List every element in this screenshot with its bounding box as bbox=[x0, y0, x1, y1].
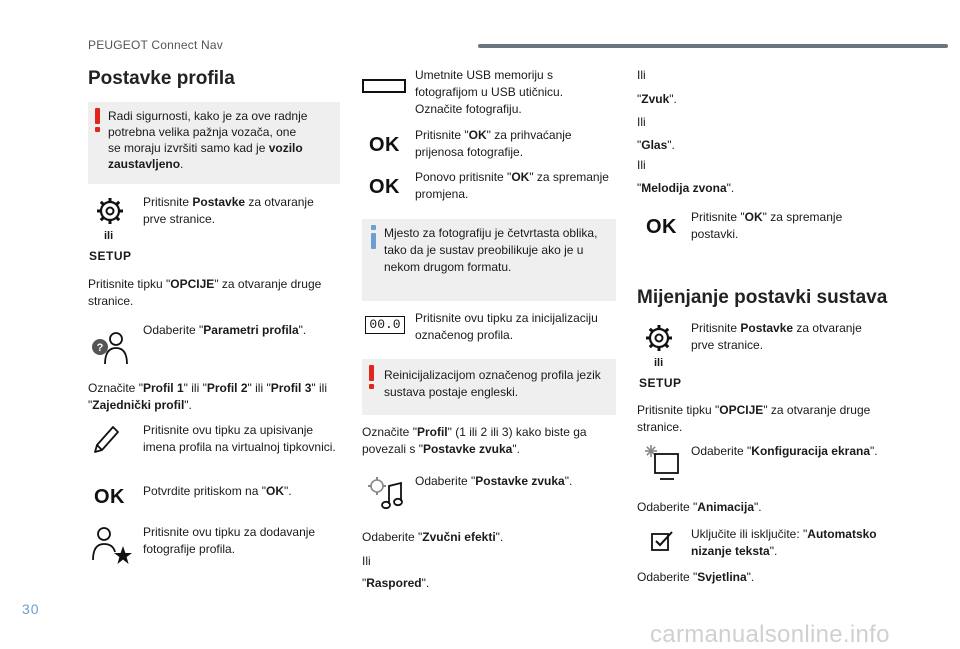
section-heading-system: Mijenjanje postavki sustava bbox=[637, 287, 888, 308]
warning-text: Radi sigurnosti, kako je za ove radnje potrebna velika pažnja vozača, one se moraju izvršiti samo kad je vozilo zaustavljeno. bbox=[108, 109, 308, 171]
paragraph-options: Pritisnite tipku "OPCIJE" za otvaranje druge stranice. bbox=[637, 403, 871, 434]
setup-label: SETUP bbox=[89, 249, 132, 263]
settings-gear-icon bbox=[645, 324, 673, 352]
setup-label: SETUP bbox=[639, 376, 682, 390]
running-header: PEUGEOT Connect Nav bbox=[88, 38, 223, 52]
page-number: 30 bbox=[22, 601, 40, 617]
ili-label: Ili bbox=[637, 158, 646, 172]
checkbox-icon bbox=[650, 530, 674, 552]
ili-label: ili bbox=[654, 357, 664, 369]
step-edit-name: Pritisnite ovu tipku za upisivanje imena profila na virtualnoj tipkovnici. bbox=[143, 423, 336, 454]
info-box bbox=[362, 219, 616, 301]
ok-icon: OK bbox=[646, 216, 677, 238]
usb-icon bbox=[362, 79, 406, 93]
step-accept-transfer: Pritisnite "OK" za prihvaćanje prijenosa fotografije. bbox=[415, 128, 572, 159]
step-open-settings: Pritisnite Postavke za otvaranje prve stranice. bbox=[691, 321, 862, 352]
info-icon bbox=[371, 225, 376, 249]
section-heading-profile: Postavke profila bbox=[88, 68, 235, 89]
step-confirm-ok: Potvrdite pritiskom na "OK". bbox=[143, 484, 292, 498]
header-bar bbox=[478, 44, 948, 48]
watermark: carmanualsonline.info bbox=[650, 621, 890, 648]
ok-icon: OK bbox=[369, 176, 400, 198]
step-insert-usb: Umetnite USB memoriju s fotografijom u USB utičnicu. Označite fotografiju. bbox=[415, 68, 564, 116]
paragraph-select-profile: Označite "Profil 1" ili "Profil 2" ili "Profil 3" ili "Zajednički profil". bbox=[88, 381, 327, 412]
paragraph-layout: "Raspored". bbox=[362, 576, 430, 590]
step-profile-parameters: Odaberite "Parametri profila". bbox=[143, 323, 307, 337]
step-autoscroll-toggle: Uključite ili isključite: "Automatsko nizanje teksta". bbox=[691, 527, 877, 558]
paragraph-sound-effects: Odaberite "Zvučni efekti". bbox=[362, 530, 504, 544]
warning-box bbox=[88, 102, 340, 184]
screen-configuration-icon bbox=[642, 443, 682, 483]
step-screen-configuration: Odaberite "Konfiguracija ekrana". bbox=[691, 444, 878, 458]
settings-gear-icon bbox=[96, 197, 124, 225]
step-save-settings: Pritisnite "OK" za spremanje postavki. bbox=[691, 210, 843, 241]
sound-settings-icon bbox=[367, 476, 405, 512]
ili-label: Ili bbox=[637, 68, 646, 82]
ili-label: ili bbox=[104, 230, 114, 242]
reset-profile-icon: 00.0 bbox=[365, 316, 405, 334]
option-voice: "Glas". bbox=[637, 138, 675, 152]
ok-icon: OK bbox=[94, 486, 125, 508]
paragraph-link-profile: Označite "Profil" (1 ili 2 ili 3) kako biste ga povezali s "Postavke zvuka". bbox=[362, 425, 587, 456]
step-save-changes: Ponovo pritisnite "OK" za spremanje promjena. bbox=[415, 170, 609, 201]
paragraph-brightness: Odaberite "Svjetlina". bbox=[637, 570, 755, 584]
paragraph-options: Pritisnite tipku "OPCIJE" za otvaranje druge stranice. bbox=[88, 277, 322, 308]
step-reset-profile: Pritisnite ovu tipku za inicijalizaciju označenog profila. bbox=[415, 311, 598, 342]
ili-label: Ili bbox=[637, 115, 646, 129]
option-ringtone: "Melodija zvona". bbox=[637, 181, 735, 195]
step-sound-settings: Odaberite "Postavke zvuka". bbox=[415, 474, 573, 488]
option-sound: "Zvuk". bbox=[637, 92, 677, 106]
step-open-settings: Pritisnite Postavke za otvaranje prve stranice. bbox=[143, 195, 314, 226]
add-profile-photo-icon bbox=[89, 524, 133, 564]
step-add-photo: Pritisnite ovu tipku za dodavanje fotografije profila. bbox=[143, 525, 316, 556]
info-text: Mjesto za fotografiju je četvrtasta oblika, tako da je sustav preobilikuje ako je u nekom drugom formatu. bbox=[384, 226, 598, 274]
paragraph-animation: Odaberite "Animacija". bbox=[637, 500, 762, 514]
svg-text:?: ? bbox=[96, 342, 104, 354]
warning-icon bbox=[369, 365, 374, 389]
profile-parameters-icon bbox=[89, 326, 131, 366]
warning-icon bbox=[95, 108, 100, 132]
ili-label: Ili bbox=[362, 554, 371, 568]
ok-icon: OK bbox=[369, 134, 400, 156]
warning-text: Reinicijalizacijom označenog profila jezik sustava postaje engleski. bbox=[384, 368, 601, 399]
warning-box bbox=[362, 359, 616, 415]
pencil-icon bbox=[91, 422, 121, 456]
